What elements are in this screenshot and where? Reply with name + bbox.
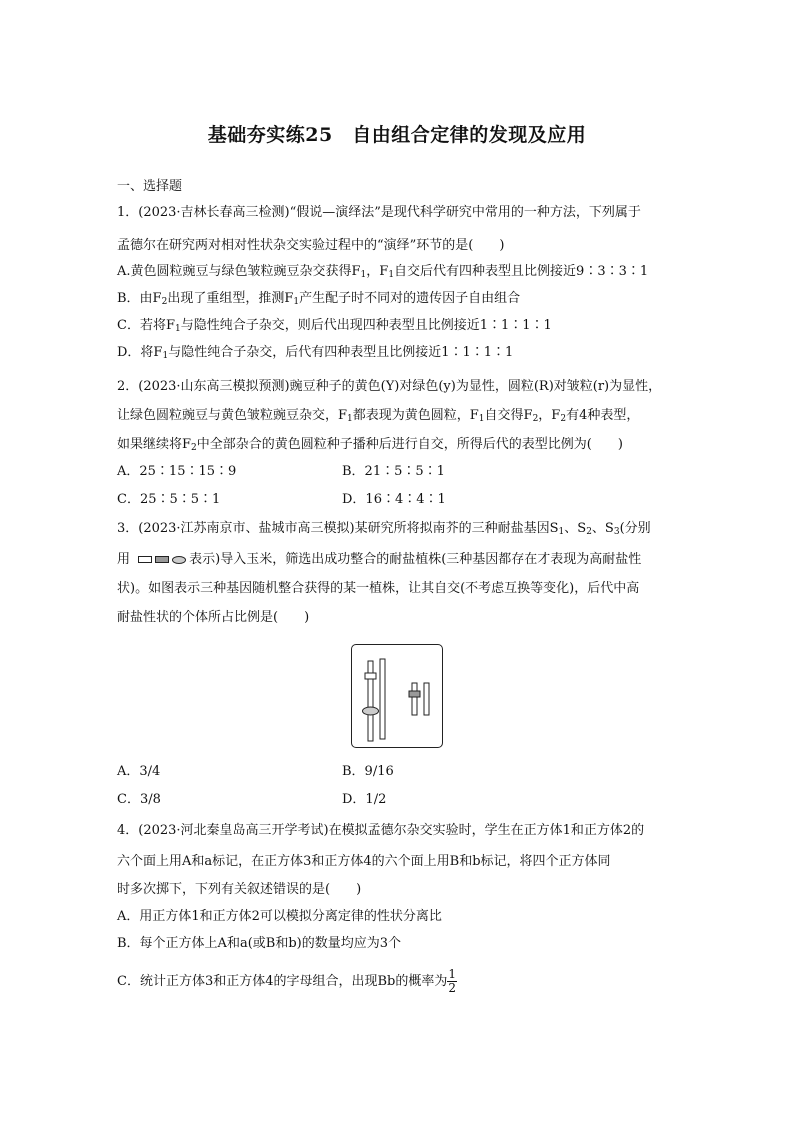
gene-filled-rectangle-marker	[409, 691, 420, 697]
q2-stem-line2: 让绿色圆粒豌豆与黄色皱粒豌豆杂交，$F_1$都表现为黄色圆粒，$F_1$自交得$F_2$，$F_2$有4种表型，	[117, 408, 640, 424]
q1-option-a: A.黄色圆粒豌豆与绿色皱粒豌豆杂交获得$F_1$，$F_1$自交后代有四种表型且比例接近9∶3∶3∶1	[117, 264, 649, 280]
q4-stem-line3: 时多次掷下，下列有关叙述错误的是( )	[117, 882, 362, 897]
q4-stem-line1: 4．(2023·河北秦皇岛高三开学考试)在模拟孟德尔杂交实验时，学生在正方体1和正方体2的	[117, 823, 645, 838]
q3-stem-line1: 3．(2023·江苏南京市、盐城市高三模拟)某研究所将拟南芥的三种耐盐基因$S_1$、$S_2$、$S_3$(分别	[117, 521, 651, 537]
q2-option-b: B．21∶5∶5∶1	[342, 464, 445, 479]
q1-option-b: B．由$F_2$出现了重组型，推测$F_1$产生配子时不同对的遗传因子自由组合	[117, 291, 521, 307]
gene-ellipse-icon	[172, 556, 186, 564]
q1-option-c: C．若将$F_1$与隐性纯合子杂交，则后代出现四种表型且比例接近1∶1∶1∶1	[117, 318, 552, 334]
q1-option-d: D．将$F_1$与隐性纯合子杂交，后代有四种表型且比例接近1∶1∶1∶1	[117, 345, 514, 361]
chromosome-2b	[424, 683, 429, 715]
q1-stem-line2: 孟德尔在研究两对相对性状杂交实验过程中的“演绎”环节的是( )	[117, 238, 505, 253]
chromosome-figure	[351, 644, 443, 748]
q4-option-a: A．用正方体1和正方体2可以模拟分离定律的性状分离比	[117, 909, 442, 924]
section-heading: 一、选择题	[117, 179, 183, 194]
q1-stem-line1: 1．(2023·吉林长春高三检测)“假说—演绎法”是现代科学研究中常用的一种方法，下列属于	[117, 205, 641, 220]
q3-stem-line2: 用 表示)导入玉米，筛选出成功整合的耐盐植株(三种基因都存在才表现为高耐盐性	[117, 552, 642, 567]
q3-option-d: D．1/2	[342, 792, 387, 807]
q2-option-d: D．16∶4∶4∶1	[342, 492, 446, 507]
q2-stem-line3: 如果继续将$F_2$中全部杂合的黄色圆粒种子播种后进行自交，所得后代的表型比例为( )	[117, 437, 623, 453]
q2-stem-line1: 2．(2023·山东高三模拟预测)豌豆种子的黄色(Y)对绿色(y)为显性，圆粒(R)对皱粒(r)为显性，	[117, 379, 662, 394]
gene-rectangle-marker	[365, 673, 376, 679]
q3-option-b: B．9/16	[342, 764, 394, 779]
q3-stem-line4: 耐盐性状的个体所占比例是( )	[117, 610, 310, 625]
fraction-one-half: $\frac{1}{2}$	[448, 967, 457, 995]
page-title: 基础夯实练25 自由组合定律的发现及应用	[207, 124, 587, 146]
q3-stem-line3: 状)。如图表示三种基因随机整合获得的某一植株，让其自交(不考虑互换等变化)，后代中高	[117, 581, 640, 596]
chromosome-2a	[412, 683, 417, 715]
gene-filled-rectangle-icon	[155, 556, 169, 563]
gene-ellipse-marker	[363, 707, 379, 715]
q3-option-c: C．3/8	[117, 792, 161, 807]
chromosome-diagram	[352, 645, 442, 747]
q2-option-a: A．25∶15∶15∶9	[117, 464, 237, 479]
q4-option-c: C．统计正方体3和正方体4的字母组合，出现Bb的概率为 $\frac{1}{2}$	[117, 967, 457, 995]
q4-stem-line2: 六个面上用A和a标记，在正方体3和正方体4的六个面上用B和b标记，将四个正方体同	[117, 854, 611, 869]
chromosome-1b	[380, 659, 385, 739]
gene-rectangle-icon	[138, 556, 152, 563]
q3-option-a: A．3/4	[117, 764, 161, 779]
q4-option-b: B．每个正方体上A和a(或B和b)的数量均应为3个	[117, 936, 401, 951]
q2-option-c: C．25∶5∶5∶1	[117, 492, 221, 507]
